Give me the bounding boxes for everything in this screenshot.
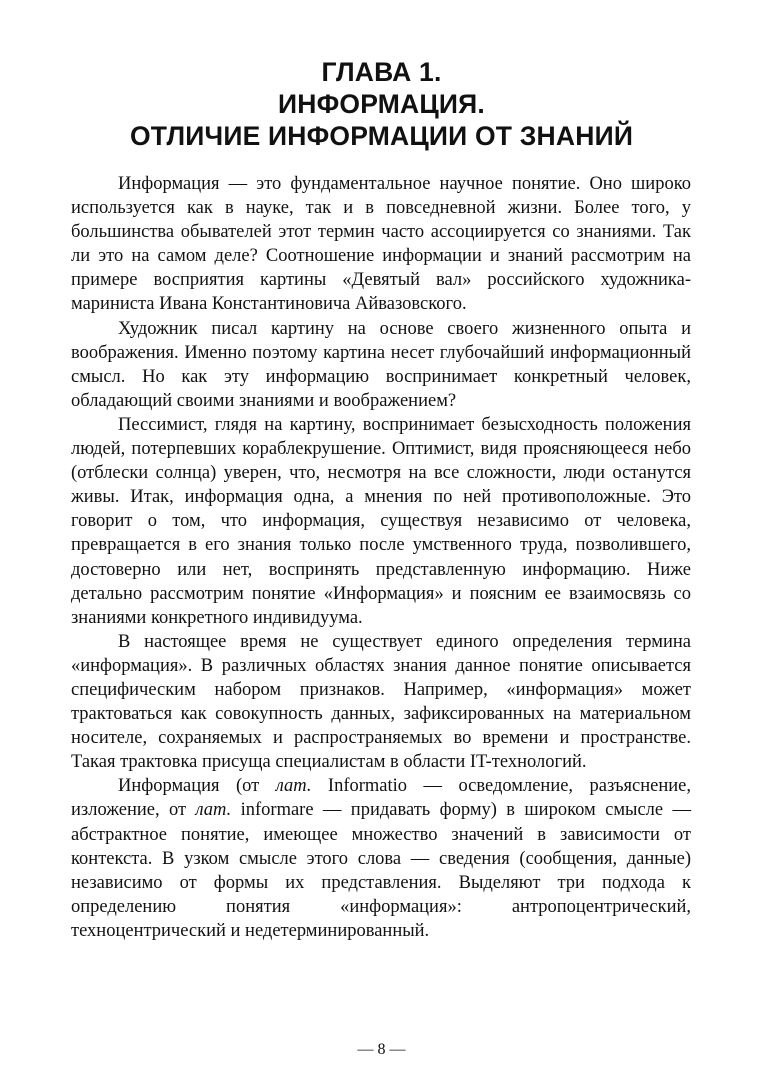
paragraph: Информация — это фундаментальное научное понятие. Оно широко используется как в науке, так и в повседневной жизни. Более того, у большинства обывателей этот термин часто ассоциируется со знаниями. Так ли это на самом деле? Соотношение информации и знаний рассмотрим на примере восприятия картины «Девятый вал» российского художника-мариниста Ивана Константиновича Айвазовского. bbox=[71, 174, 691, 315]
chapter-heading bbox=[0, 56, 763, 152]
paragraph-text: informare — придавать форму) в широком смысле — абстрактное понятие, имеющее множество значений в зависимости от контекста. В узком смысле этого слова — сведения (сообщения, данные) независимо от формы их представления. Выделяют три подхода к определению понятия «информация»: антропоцентрический, техноцентрический и недетерминированный. bbox=[71, 800, 691, 941]
chapter-title: ИНФОРМАЦИЯ. bbox=[278, 89, 485, 119]
paragraph: Пессимист, глядя на картину, воспринимает безысходность положения людей, потерпевших кораблекрушение. Оптимист, видя проясняющееся небо (отблески солнца) уверен, что, несмотря на все сложности, люди останутся живы. Итак, информация одна, а мнения по ней противоположные. Это говорит о том, что информация, существуя независимо от человека, превращается в его знания только после умственного труда, позволившего, достоверно или нет, воспринять представленную информацию. Ниже детально рассмотрим понятие «Информация» и поясним ее взаимосвязь со знаниями конкретного индивидуума. bbox=[71, 414, 691, 628]
latin-abbreviation: лат. bbox=[195, 800, 232, 821]
paragraph: В настоящее время не существует единого определения термина «информация». В различных областях знания данное понятие описывается специфическим набором признаков. Например, «информация» может трактоваться как совокупность данных, зафиксированных на материальном носителе, сохраняемых и распространяемых во времени и пространстве. Такая трактовка присуща специалистам в области IT-технологий. bbox=[71, 631, 691, 773]
paragraph bbox=[71, 774, 691, 943]
latin-abbreviation: лат. bbox=[275, 776, 312, 797]
page-number: — 8 — bbox=[357, 1041, 406, 1058]
paragraph-text: Informatio — осведомление, разъяснение, изложение, от bbox=[71, 776, 691, 821]
paragraph-text: Информация (от bbox=[118, 776, 276, 797]
chapter-number: ГЛАВА 1. bbox=[321, 57, 442, 87]
paragraph: Художник писал картину на основе своего жизненного опыта и воображения. Именно поэтому картина несет глубочайший информационный смысл. Но как эту информацию воспринимает конкретный человек, обладающий своими знаниями и воображением? bbox=[71, 318, 691, 411]
chapter-subtitle: ОТЛИЧИЕ ИНФОРМАЦИИ ОТ ЗНАНИЙ bbox=[129, 121, 634, 151]
body-text bbox=[71, 172, 691, 943]
